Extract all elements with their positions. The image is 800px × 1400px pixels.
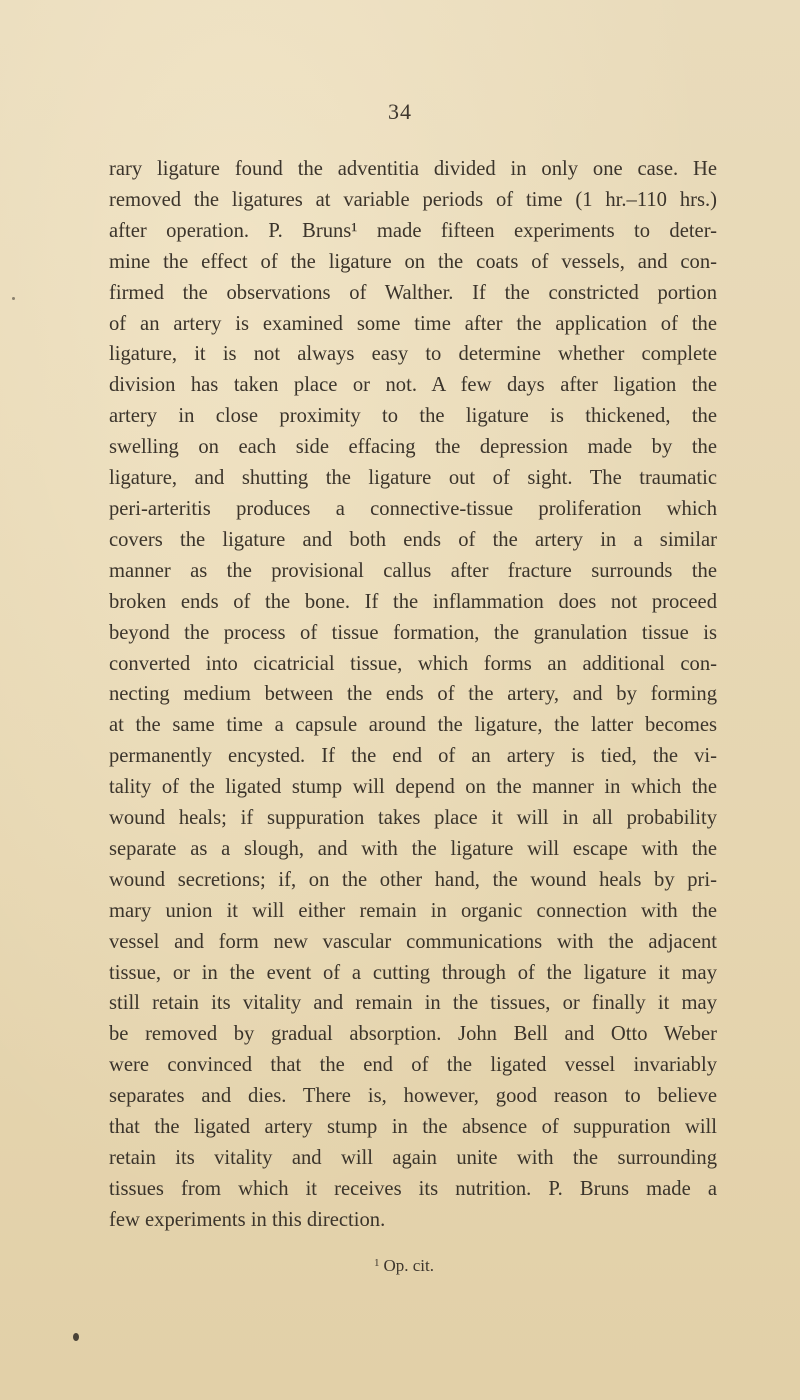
text-line-33: retain its vitality and will again unite with the surrounding <box>109 1147 717 1169</box>
body-text <box>109 154 717 1236</box>
page-number: 34 <box>388 99 412 124</box>
text-line-21: tality of the ligated stump will depend on the manner in which the <box>109 776 717 799</box>
text-line-34: tissues from which it receives its nutrition. P. Bruns made a <box>109 1177 717 1200</box>
text-line-2: removed the ligatures at variable periods of time (1 hr.–110 hrs.) <box>109 188 717 211</box>
text-line-26: vessel and form new vascular communications with the adjacent <box>109 930 717 953</box>
text-line-16: beyond the process of tissue formation, the granulation tissue is <box>109 621 717 644</box>
text-line-15: broken ends of the bone. If the inflammation does not proceed <box>109 590 717 613</box>
text-line-20: permanently encysted. If the end of an artery is tied, the vi- <box>109 745 717 768</box>
text-line-32: that the ligated artery stump in the absence of suppuration will <box>109 1116 717 1139</box>
text-line-11: ligature, and shutting the ligature out of sight. The traumatic <box>109 467 717 490</box>
text-line-29: be removed by gradual absorption. John Bell and Otto Weber <box>109 1023 717 1046</box>
text-line-1: rary ligature found the adventitia divided in only one case. He <box>109 158 717 180</box>
text-line-18: necting medium between the ends of the artery, and by forming <box>109 683 717 706</box>
text-line-8: division has taken place or not. A few days after ligation the <box>109 374 717 397</box>
text-line-35: few experiments in this direction. <box>109 1208 386 1231</box>
text-line-25: mary union it will either remain in organic connection with the <box>109 899 717 922</box>
footnote-marker: 1 <box>373 1257 380 1269</box>
text-line-12: peri-arteritis produces a connective-tissue proliferation which <box>109 497 717 520</box>
text-line-5: firmed the observations of Walther. If the constricted portion <box>109 281 717 304</box>
footnote-text: Op. cit. <box>383 1256 435 1275</box>
text-line-30: were convinced that the end of the ligated vessel invariably <box>109 1054 717 1077</box>
text-line-7: ligature, it is not always easy to determine whether complete <box>109 343 717 366</box>
text-line-27: tissue, or in the event of a cutting through of the ligature it may <box>109 961 717 984</box>
text-line-23: separate as a slough, and with the ligature will escape with the <box>109 837 717 860</box>
text-line-19: at the same time a capsule around the ligature, the latter becomes <box>109 714 717 737</box>
text-line-10: swelling on each side effacing the depression made by the <box>109 436 717 459</box>
text-line-3: after operation. P. Bruns¹ made fifteen experiments to deter- <box>109 219 717 242</box>
text-line-28: still retain its vitality and remain in the tissues, or finally it may <box>109 992 717 1015</box>
ink-speck <box>12 297 15 300</box>
text-line-4: mine the effect of the ligature on the coats of vessels, and con- <box>109 250 717 273</box>
text-line-6: of an artery is examined some time after the application of the <box>109 312 717 335</box>
text-line-31: separates and dies. There is, however, good reason to believe <box>109 1085 717 1108</box>
text-line-17: converted into cicatricial tissue, which forms an additional con- <box>109 652 717 675</box>
text-line-9: artery in close proximity to the ligature is thickened, the <box>109 405 717 428</box>
footnote <box>0 1256 800 1276</box>
text-line-14: manner as the provisional callus after fracture surrounds the <box>109 559 717 582</box>
text-line-22: wound heals; if suppuration takes place it will in all probability <box>109 807 717 830</box>
ink-speck <box>73 1333 79 1341</box>
text-line-13: covers the ligature and both ends of the artery in a similar <box>109 528 717 551</box>
text-line-24: wound secretions; if, on the other hand, the wound heals by pri- <box>109 868 717 891</box>
